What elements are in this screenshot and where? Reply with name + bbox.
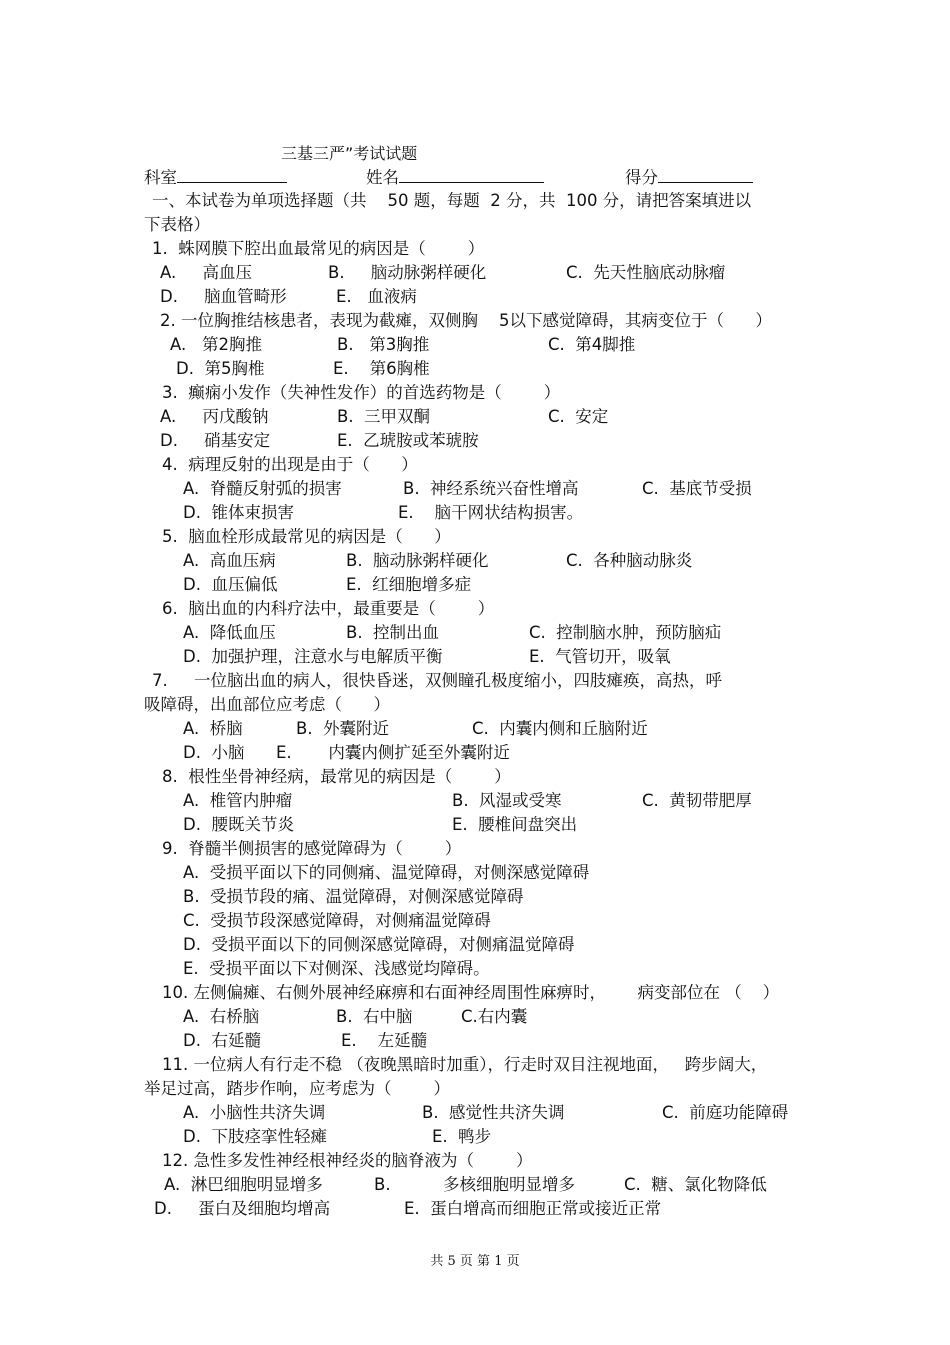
option: D. 右延髓 [183, 1031, 261, 1050]
option: D. 下肢痉挛性轻瘫 [183, 1127, 327, 1146]
option: D. 硝基安定 [160, 431, 271, 450]
option: A. 右桥脑 [183, 1007, 260, 1026]
option: C. 控制脑水肿，预防脑疝 [529, 623, 722, 642]
option: D. 加强护理，注意水与电解质平衡 [183, 647, 443, 666]
option: E. 鸭步 [432, 1127, 492, 1146]
option: C.右内囊 [461, 1007, 528, 1026]
score-blank [658, 166, 753, 183]
dept-blank [177, 166, 287, 183]
option: D. 锥体束损害 [183, 503, 294, 522]
option: E. 蛋白增高而细胞正常或接近正常 [404, 1199, 662, 1218]
score-label: 得分 [625, 168, 658, 187]
option: E. 腰椎间盘突出 [452, 815, 578, 834]
option: A. 淋巴细胞明显增多 [164, 1175, 323, 1194]
question-stem: 7. 一位脑出血的病人，很快昏迷，双侧瞳孔极度缩小，四肢瘫痪，高热，呼 [152, 671, 722, 690]
question-stem: 1. 蛛网膜下腔出血最常见的病因是（ ） [152, 239, 485, 258]
option: B. 第3胸推 [337, 335, 430, 354]
option: A. 小脑性共济失调 [183, 1103, 326, 1122]
option: C. 基底节受损 [642, 479, 752, 498]
option: E. 受损平面以下对侧深、浅感觉均障碍。 [183, 959, 490, 978]
option: E. 内囊内侧扩延至外囊附近 [276, 743, 510, 762]
option: D. 蛋白及细胞均增高 [154, 1199, 331, 1218]
option: E. 气管切开，吸氧 [529, 647, 671, 666]
option: E. 脑干网状结构损害。 [398, 503, 584, 522]
option: B. 脑动脉粥样硬化 [346, 551, 489, 570]
question-stem: 10. 左侧偏瘫、右侧外展神经麻痹和右面神经周围性麻痹时， 病变部位在 （ ） [162, 983, 780, 1002]
option: B. 控制出血 [346, 623, 440, 642]
option: D. 脑血管畸形 [160, 287, 287, 306]
option: E. 红细胞增多症 [346, 575, 472, 594]
option: B. 多核细胞明显增多 [374, 1175, 576, 1194]
name-blank [399, 166, 544, 183]
option: D. 受损平面以下的同侧深感觉障碍，对侧痛温觉障碍 [183, 935, 575, 954]
dept-field [144, 166, 287, 189]
score-field [625, 166, 753, 189]
option: A. 受损平面以下的同侧痛、温觉障碍，对侧深感觉障碍 [183, 863, 590, 882]
option: E. 左延髓 [341, 1031, 428, 1050]
option: B. 感觉性共济失调 [422, 1103, 565, 1122]
question-stem: 9. 脊髓半侧损害的感觉障碍为（ ） [162, 839, 462, 858]
option: B. 风湿或受寒 [452, 791, 562, 810]
intro-line-2: 下表格） [144, 215, 210, 234]
option: E. 血液病 [336, 287, 417, 306]
option: C. 第4脚推 [548, 335, 636, 354]
option: C. 糖、氯化物降低 [624, 1175, 767, 1194]
question-stem: 8. 根性坐骨神经病，最常见的病因是（ ） [162, 767, 511, 786]
option: C. 受损节段深感觉障碍，对侧痛温觉障碍 [183, 911, 491, 930]
option: B. 神经系统兴奋性增高 [403, 479, 579, 498]
option: A. 降低血压 [183, 623, 276, 642]
option: C. 先天性脑底动脉瘤 [566, 263, 726, 282]
option: B. 受损节段的痛、温觉障碍，对侧深感觉障碍 [183, 887, 524, 906]
option: E. 第6胸椎 [333, 359, 430, 378]
option: A. 第2胸推 [170, 335, 262, 354]
question-stem: 11. 一位病人有行走不稳 （夜晚黑暗时加重），行走时双目注视地面， 跨步阔大， [162, 1055, 768, 1074]
option: C. 前庭功能障碍 [662, 1103, 789, 1122]
option: A. 脊髓反射弧的损害 [183, 479, 342, 498]
option: B. 脑动脉粥样硬化 [328, 263, 487, 282]
page-footer: 共 5 页 第 1 页 [430, 1254, 520, 1269]
name-label: 姓名 [366, 168, 399, 187]
name-field [366, 166, 544, 189]
option: D. 腰既关节炎 [183, 815, 294, 834]
option: C. 各种脑动脉炎 [566, 551, 693, 570]
option: D. 血压偏低 [183, 575, 278, 594]
option: D. 第5胸椎 [176, 359, 265, 378]
option: B. 三甲双酮 [337, 407, 431, 426]
option: B. 外囊附近 [296, 719, 390, 738]
question-stem: 3. 癫痫小发作（失神性发作）的首选药物是（ ） [162, 383, 561, 402]
option: D. 小脑 [183, 743, 245, 762]
question-stem: 6. 脑出血的内科疗法中，最重要是（ ） [162, 599, 495, 618]
question-stem: 2. 一位胸推结核患者，表现为截瘫，双侧胸 5以下感觉障碍，其病变位于（ ） [160, 311, 772, 330]
option: B. 右中脑 [336, 1007, 413, 1026]
option: A. 丙戊酸钠 [160, 407, 269, 426]
dept-label: 科室 [144, 168, 177, 187]
question-stem-continued: 吸障碍，出血部位应考虑（ ） [144, 695, 390, 714]
intro-line-1: 一、本试卷为单项选择题（共 50 题，每题 2 分，共 100 分，请把答案填进以 [152, 191, 752, 210]
page-title: 三基三严”考试试题 [281, 144, 418, 163]
option: C. 黄韧带肥厚 [642, 791, 752, 810]
option: A. 桥脑 [183, 719, 243, 738]
question-stem-continued: 举足过高，踏步作响，应考虑为（ ） [144, 1079, 450, 1098]
option: E. 乙琥胺或苯琥胺 [337, 431, 479, 450]
option: C. 内囊内侧和丘脑附近 [472, 719, 648, 738]
question-stem: 5. 脑血栓形成最常见的病因是（ ） [162, 527, 451, 546]
option: A. 高血压病 [183, 551, 276, 570]
option: C. 安定 [548, 407, 609, 426]
option: A. 高血压 [160, 263, 252, 282]
question-stem: 12. 急性多发性神经根神经炎的脑脊液为（ ） [162, 1151, 533, 1170]
question-stem: 4. 病理反射的出现是由于（ ） [162, 455, 418, 474]
option: A. 椎管内肿瘤 [183, 791, 293, 810]
